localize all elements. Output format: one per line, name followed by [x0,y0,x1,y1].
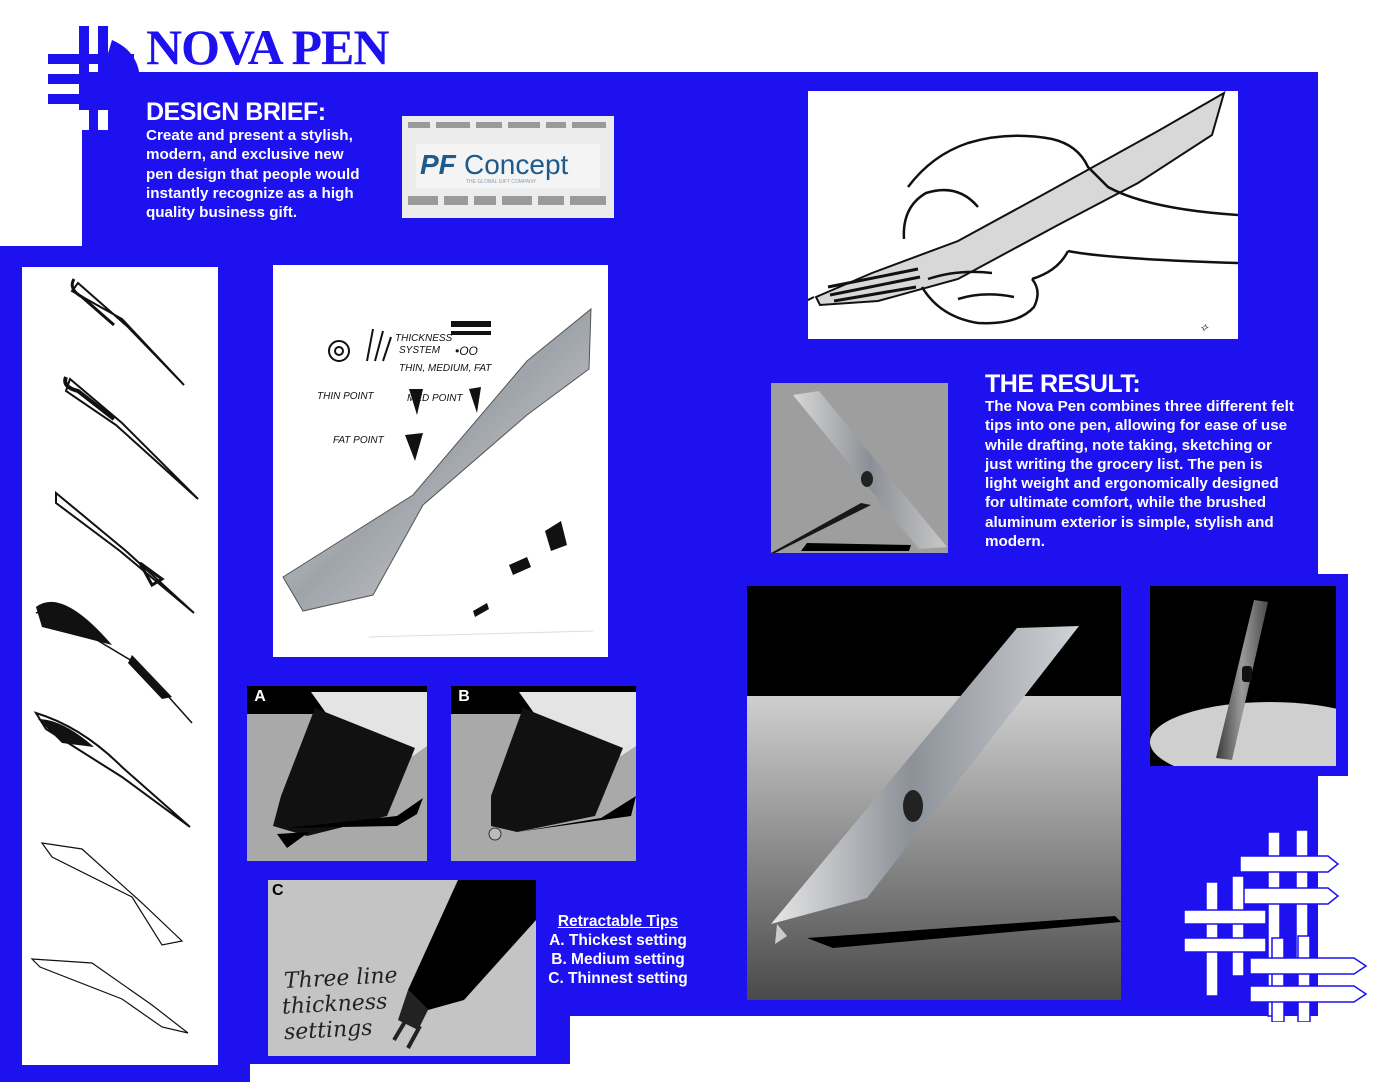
tip-label-a: A [247,686,273,708]
tip-label-b: B [451,686,477,708]
tip-render-b [451,686,636,861]
sketch-note: SYSTEM [399,345,441,356]
design-brief-heading: DESIGN BRIEF: [146,98,326,126]
pen-render-small [771,383,948,553]
result-text: The Nova Pen combines three different felt tips into one pen, allowing for ease of use while drafting, note taking, sketching or just writing the grocery list. The pen is light weight and ergonomically designed for ultimate comfort, while the brushed aluminum exterior is simple, stylish and modern. [985,398,1294,551]
hand-sketch-image [808,91,1238,339]
nova-logo-icon [44,22,140,134]
tip-setting-c: C. Thinnest setting [548,970,688,987]
sketch-note: FAT POINT [333,435,384,446]
page-title: NOVA PEN [146,19,389,75]
svg-text:PF: PF [420,149,456,180]
design-brief-text: Create and present a stylish, modern, and exclusive new pen design that people would instantly recognize as a high quality business gift. [146,127,360,222]
handwriting-line-2: thickness [281,989,389,1020]
concept-sketch-image [273,265,608,657]
handwriting-line-3: settings [283,1015,374,1046]
retractable-tips-title: Retractable Tips [557,913,679,930]
pen-render-dark [1150,586,1336,766]
sketch-note: THIN POINT [317,391,374,402]
pf-concept-logo [402,116,614,218]
tip-render-a [247,686,427,861]
retractable-tips-caption [544,912,692,988]
tip-render-c [268,880,536,1056]
sketch-note: MED POINT [407,393,463,404]
svg-text:Concept: Concept [464,149,569,180]
result-heading: THE RESULT: [985,370,1141,398]
tip-setting-a: A. Thickest setting [549,932,687,949]
pen-sketch-column [22,267,218,1065]
handwriting-line-1: Three line [283,963,399,994]
tip-label-c: C [272,882,284,899]
decorative-cross-cluster-icon [1180,826,1370,1022]
svg-text:⟡: ⟡ [1200,320,1208,334]
sketch-note: THIN, MEDIUM, FAT [399,363,492,374]
sketch-note: THICKNESS [395,333,453,344]
tip-setting-b: B. Medium setting [551,951,685,968]
pen-render-large [747,586,1121,1000]
sketch-note: •OO [455,344,478,358]
pf-concept-subtext: THE GLOBAL GIFT COMPANY [466,179,537,185]
